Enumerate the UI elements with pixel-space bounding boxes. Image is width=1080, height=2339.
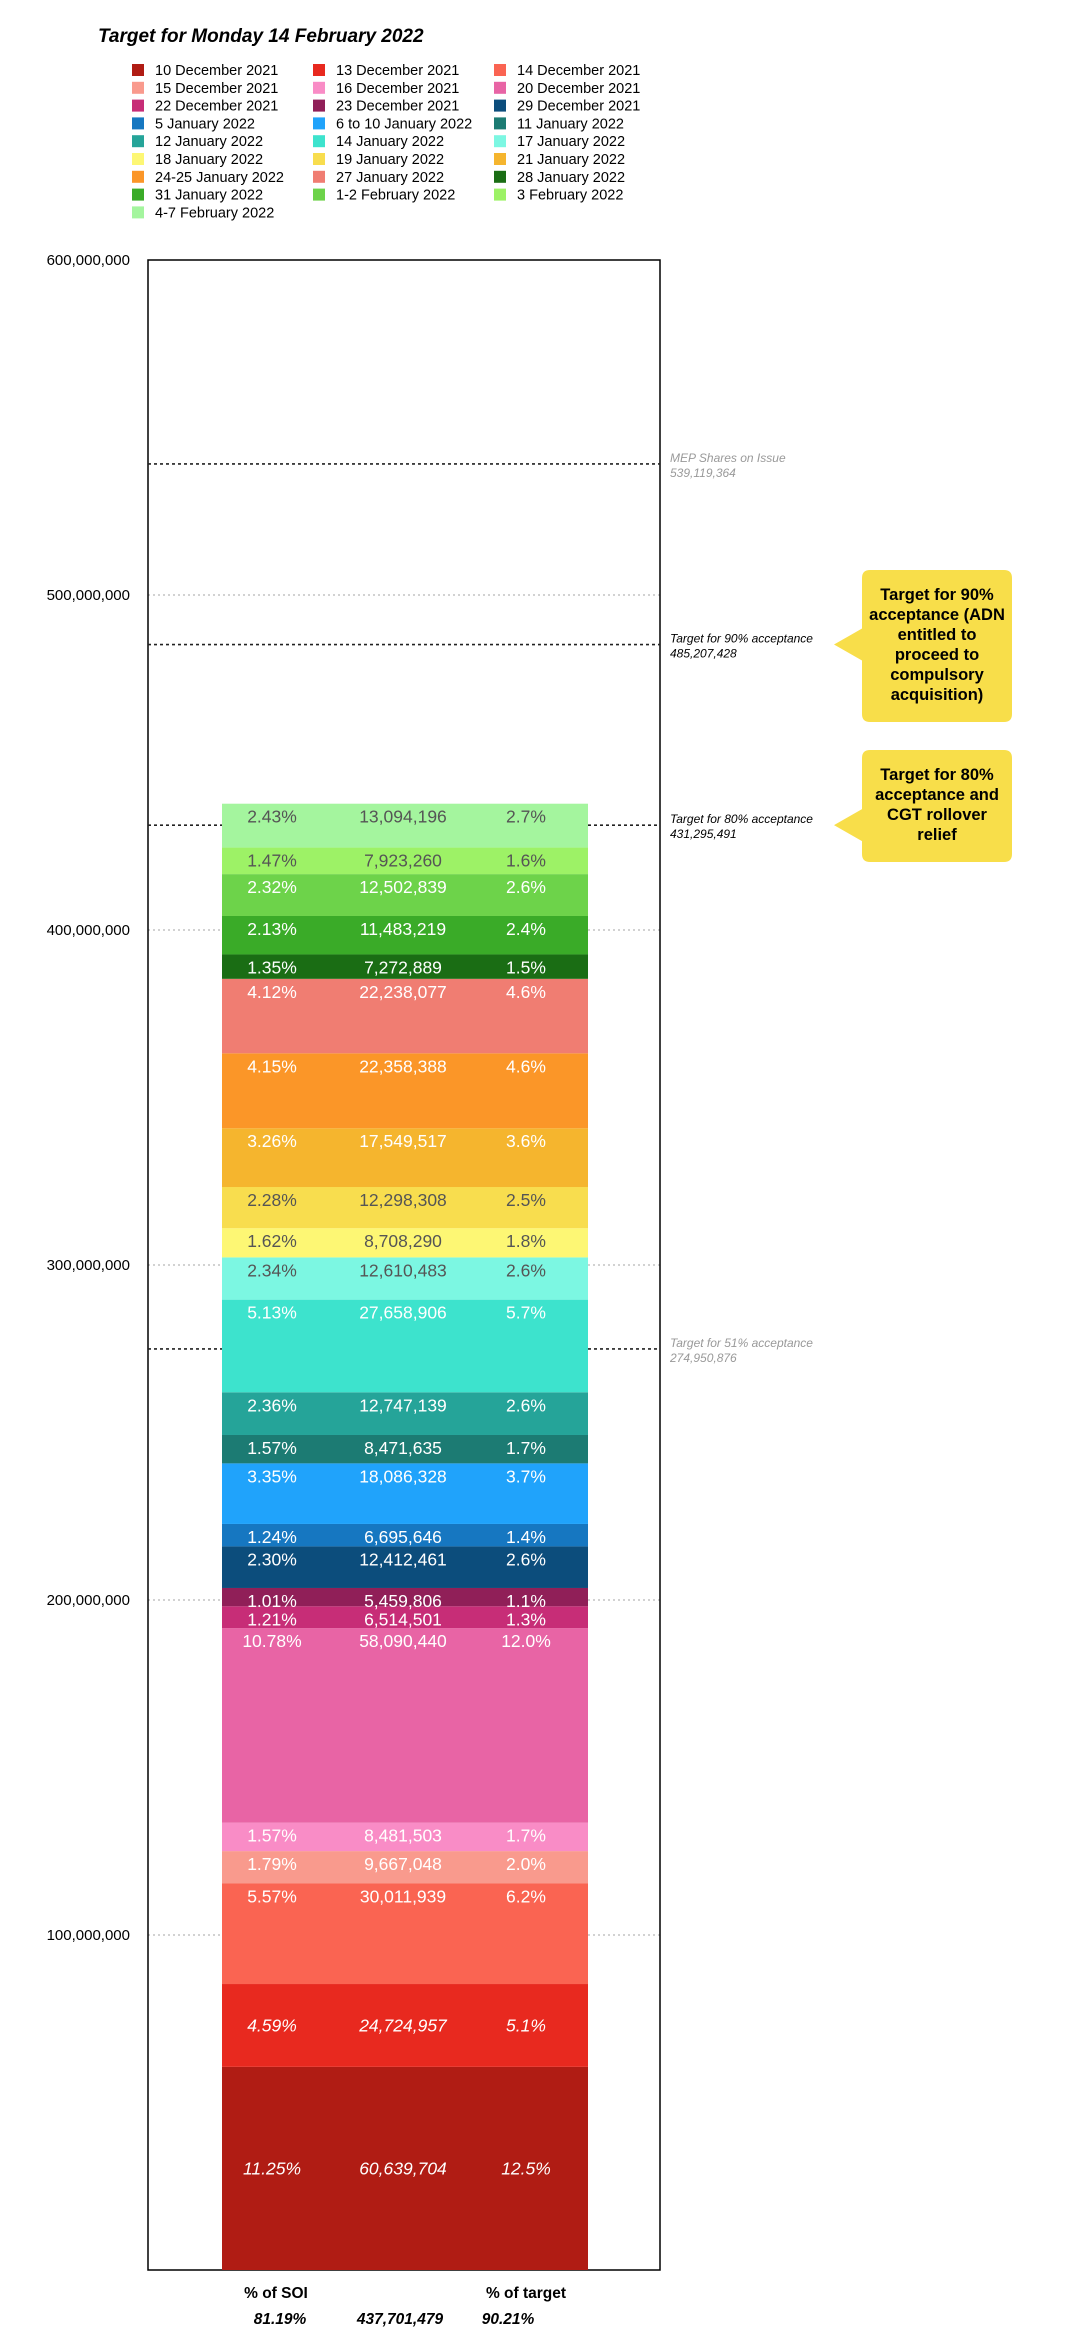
reference-line-label: MEP Shares on Issue bbox=[670, 450, 786, 465]
legend-label: 22 December 2021 bbox=[155, 98, 279, 115]
value-label: 6,514,501 bbox=[364, 1609, 442, 1630]
legend-swatch bbox=[494, 100, 506, 112]
pct-target-label: 2.6% bbox=[506, 1260, 546, 1281]
pct-target-label: 2.6% bbox=[506, 877, 546, 898]
reference-line-label: Target for 51% acceptance bbox=[670, 1335, 813, 1350]
legend-swatch bbox=[494, 64, 506, 76]
pct-soi-label: 2.30% bbox=[247, 1549, 297, 1570]
value-label: 6,695,646 bbox=[364, 1526, 442, 1547]
pct-soi-label: 1.79% bbox=[247, 1854, 297, 1875]
bar-segment bbox=[222, 1628, 588, 1823]
legend-swatch bbox=[132, 206, 144, 218]
pct-soi-label: 1.57% bbox=[247, 1437, 297, 1458]
legend-label: 17 January 2022 bbox=[517, 134, 626, 151]
legend-label: 12 January 2022 bbox=[155, 134, 264, 151]
pct-soi-label: 3.26% bbox=[247, 1131, 297, 1152]
total-value: 437,701,479 bbox=[356, 2311, 444, 2328]
value-label: 58,090,440 bbox=[359, 1631, 447, 1652]
legend-swatch bbox=[494, 82, 506, 94]
pct-soi-label: 5.57% bbox=[247, 1886, 297, 1907]
legend-swatch bbox=[132, 153, 144, 165]
legend-swatch bbox=[313, 64, 325, 76]
pct-target-label: 1.1% bbox=[506, 1590, 546, 1611]
legend-swatch bbox=[494, 171, 506, 183]
legend-label: 13 December 2021 bbox=[336, 63, 460, 79]
legend-swatch bbox=[313, 153, 325, 165]
legend-label: 24-25 January 2022 bbox=[155, 169, 284, 186]
legend-label: 3 February 2022 bbox=[517, 187, 624, 204]
y-tick-label: 600,000,000 bbox=[46, 252, 130, 269]
legend-label: 27 January 2022 bbox=[336, 169, 445, 186]
legend-label: 21 January 2022 bbox=[517, 152, 626, 168]
pct-target-label: 1.6% bbox=[506, 850, 546, 871]
pct-target-label: 3.7% bbox=[506, 1466, 546, 1487]
legend-swatch bbox=[132, 100, 144, 112]
legend-swatch bbox=[313, 100, 325, 112]
y-tick-label: 300,000,000 bbox=[46, 1257, 130, 1274]
legend-label: 20 December 2021 bbox=[517, 80, 641, 97]
pct-target-label: 1.8% bbox=[506, 1231, 546, 1252]
legend-label: 18 January 2022 bbox=[155, 152, 264, 168]
value-label: 60,639,704 bbox=[359, 2158, 447, 2179]
value-label: 7,923,260 bbox=[364, 850, 442, 871]
column-header-target: % of target bbox=[485, 2285, 567, 2302]
reference-line-label: Target for 90% acceptance bbox=[670, 631, 813, 646]
pct-soi-label: 3.35% bbox=[247, 1466, 297, 1487]
legend-swatch bbox=[494, 135, 506, 147]
pct-soi-label: 4.59% bbox=[247, 2015, 297, 2036]
legend-swatch bbox=[313, 171, 325, 183]
callout-text: acceptance and bbox=[875, 786, 999, 804]
pct-target-label: 12.0% bbox=[501, 1631, 551, 1652]
column-header-soi: % of SOI bbox=[244, 2285, 308, 2302]
reference-line-label: Target for 80% acceptance bbox=[670, 812, 813, 827]
callout-text: acceptance (ADN bbox=[869, 606, 1005, 624]
pct-target-label: 5.7% bbox=[506, 1302, 546, 1323]
pct-target-label: 3.6% bbox=[506, 1131, 546, 1152]
pct-target-label: 1.7% bbox=[506, 1825, 546, 1846]
value-label: 12,412,461 bbox=[359, 1549, 447, 1570]
value-label: 22,358,388 bbox=[359, 1056, 447, 1077]
total-target: 90.21% bbox=[481, 2311, 535, 2328]
pct-soi-label: 4.15% bbox=[247, 1056, 297, 1077]
legend-swatch bbox=[132, 117, 144, 129]
value-label: 30,011,939 bbox=[359, 1886, 447, 1907]
pct-target-label: 4.6% bbox=[506, 981, 546, 1002]
pct-soi-label: 2.43% bbox=[247, 806, 297, 827]
legend-label: 14 December 2021 bbox=[517, 63, 641, 79]
value-label: 24,724,957 bbox=[359, 2015, 447, 2036]
callout-text: proceed to bbox=[894, 646, 980, 664]
legend-label: 23 December 2021 bbox=[336, 98, 460, 115]
pct-target-label: 2.0% bbox=[506, 1854, 546, 1875]
legend-swatch bbox=[132, 135, 144, 147]
pct-soi-label: 2.28% bbox=[247, 1190, 297, 1211]
pct-target-label: 1.5% bbox=[506, 957, 546, 978]
value-label: 22,238,077 bbox=[359, 981, 447, 1002]
total-soi: 81.19% bbox=[253, 2311, 307, 2328]
legend-swatch bbox=[494, 117, 506, 129]
legend-label: 31 January 2022 bbox=[155, 187, 264, 204]
pct-soi-label: 1.01% bbox=[247, 1590, 297, 1611]
callout-text: entitled to bbox=[897, 626, 977, 644]
y-tick-label: 400,000,000 bbox=[46, 922, 130, 939]
legend-label: 5 January 2022 bbox=[155, 116, 255, 133]
reference-line-value: 274,950,876 bbox=[670, 1350, 737, 1365]
value-label: 18,086,328 bbox=[359, 1466, 447, 1487]
value-label: 5,459,806 bbox=[364, 1590, 442, 1611]
pct-soi-label: 1.47% bbox=[247, 850, 297, 871]
pct-soi-label: 2.34% bbox=[247, 1260, 297, 1281]
callout-text: Target for 90% bbox=[880, 586, 994, 604]
legend-label: 1-2 February 2022 bbox=[336, 187, 456, 204]
pct-soi-label: 1.35% bbox=[247, 957, 297, 978]
pct-target-label: 2.6% bbox=[506, 1395, 546, 1416]
pct-soi-label: 2.32% bbox=[247, 877, 297, 898]
legend-swatch bbox=[132, 189, 144, 201]
callout-text: Target for 80% bbox=[880, 766, 994, 784]
legend-label: 11 January 2022 bbox=[517, 116, 624, 133]
value-label: 12,502,839 bbox=[359, 877, 447, 898]
value-label: 13,094,196 bbox=[359, 806, 447, 827]
reference-line-value: 485,207,428 bbox=[670, 646, 737, 661]
value-label: 11,483,219 bbox=[359, 918, 447, 939]
value-label: 9,667,048 bbox=[364, 1854, 442, 1875]
pct-soi-label: 1.62% bbox=[247, 1231, 297, 1252]
pct-soi-label: 1.24% bbox=[247, 1526, 297, 1547]
pct-soi-label: 11.25% bbox=[242, 2158, 302, 2179]
value-label: 17,549,517 bbox=[359, 1131, 447, 1152]
pct-soi-label: 2.36% bbox=[247, 1395, 297, 1416]
chart-title: Target for Monday 14 February 2022 bbox=[98, 26, 424, 47]
legend-label: 6 to 10 January 2022 bbox=[336, 116, 473, 133]
legend-label: 29 December 2021 bbox=[517, 98, 641, 115]
callout-text: compulsory bbox=[890, 666, 984, 684]
pct-soi-label: 5.13% bbox=[247, 1302, 297, 1323]
pct-target-label: 1.3% bbox=[506, 1609, 546, 1630]
value-label: 8,471,635 bbox=[364, 1437, 442, 1458]
legend-label: 19 January 2022 bbox=[336, 152, 445, 168]
pct-target-label: 2.5% bbox=[506, 1190, 546, 1211]
value-label: 12,747,139 bbox=[359, 1395, 447, 1416]
reference-line-value: 539,119,364 bbox=[670, 465, 736, 480]
pct-target-label: 5.1% bbox=[506, 2015, 546, 2036]
callout-text: acquisition) bbox=[890, 686, 984, 704]
legend-label: 4-7 February 2022 bbox=[155, 205, 275, 222]
legend-swatch bbox=[494, 153, 506, 165]
pct-soi-label: 1.21% bbox=[247, 1609, 297, 1630]
pct-target-label: 2.6% bbox=[506, 1549, 546, 1570]
value-label: 7,272,889 bbox=[364, 957, 442, 978]
legend-swatch bbox=[313, 135, 325, 147]
legend-label: 10 December 2021 bbox=[155, 63, 279, 79]
legend-label: 28 January 2022 bbox=[517, 169, 626, 186]
legend-label: 15 December 2021 bbox=[155, 80, 279, 97]
pct-target-label: 6.2% bbox=[506, 1886, 546, 1907]
pct-target-label: 1.7% bbox=[506, 1437, 546, 1458]
legend-swatch bbox=[132, 171, 144, 183]
value-label: 12,610,483 bbox=[359, 1260, 447, 1281]
pct-soi-label: 1.57% bbox=[247, 1825, 297, 1846]
legend-swatch bbox=[313, 117, 325, 129]
value-label: 27,658,906 bbox=[359, 1302, 447, 1323]
legend-swatch bbox=[494, 189, 506, 201]
legend-swatch bbox=[313, 189, 325, 201]
pct-target-label: 1.4% bbox=[506, 1526, 546, 1547]
callout-text: relief bbox=[917, 826, 957, 844]
pct-soi-label: 2.13% bbox=[247, 918, 297, 939]
reference-line-value: 431,295,491 bbox=[670, 827, 737, 842]
value-label: 8,481,503 bbox=[364, 1825, 442, 1846]
legend-swatch bbox=[132, 82, 144, 94]
pct-soi-label: 10.78% bbox=[242, 1631, 302, 1652]
legend-swatch bbox=[132, 64, 144, 76]
legend-swatch bbox=[313, 82, 325, 94]
y-tick-label: 500,000,000 bbox=[46, 587, 130, 604]
value-label: 8,708,290 bbox=[364, 1231, 442, 1252]
y-tick-label: 100,000,000 bbox=[46, 1927, 130, 1944]
value-label: 12,298,308 bbox=[359, 1190, 447, 1211]
legend-label: 14 January 2022 bbox=[336, 134, 445, 151]
pct-soi-label: 4.12% bbox=[247, 981, 297, 1002]
legend-label: 16 December 2021 bbox=[336, 80, 460, 97]
pct-target-label: 12.5% bbox=[501, 2158, 551, 2179]
pct-target-label: 2.4% bbox=[506, 918, 546, 939]
y-tick-label: 200,000,000 bbox=[46, 1592, 130, 1609]
pct-target-label: 4.6% bbox=[506, 1056, 546, 1077]
callout-text: CGT rollover bbox=[887, 806, 987, 824]
pct-target-label: 2.7% bbox=[506, 806, 546, 827]
